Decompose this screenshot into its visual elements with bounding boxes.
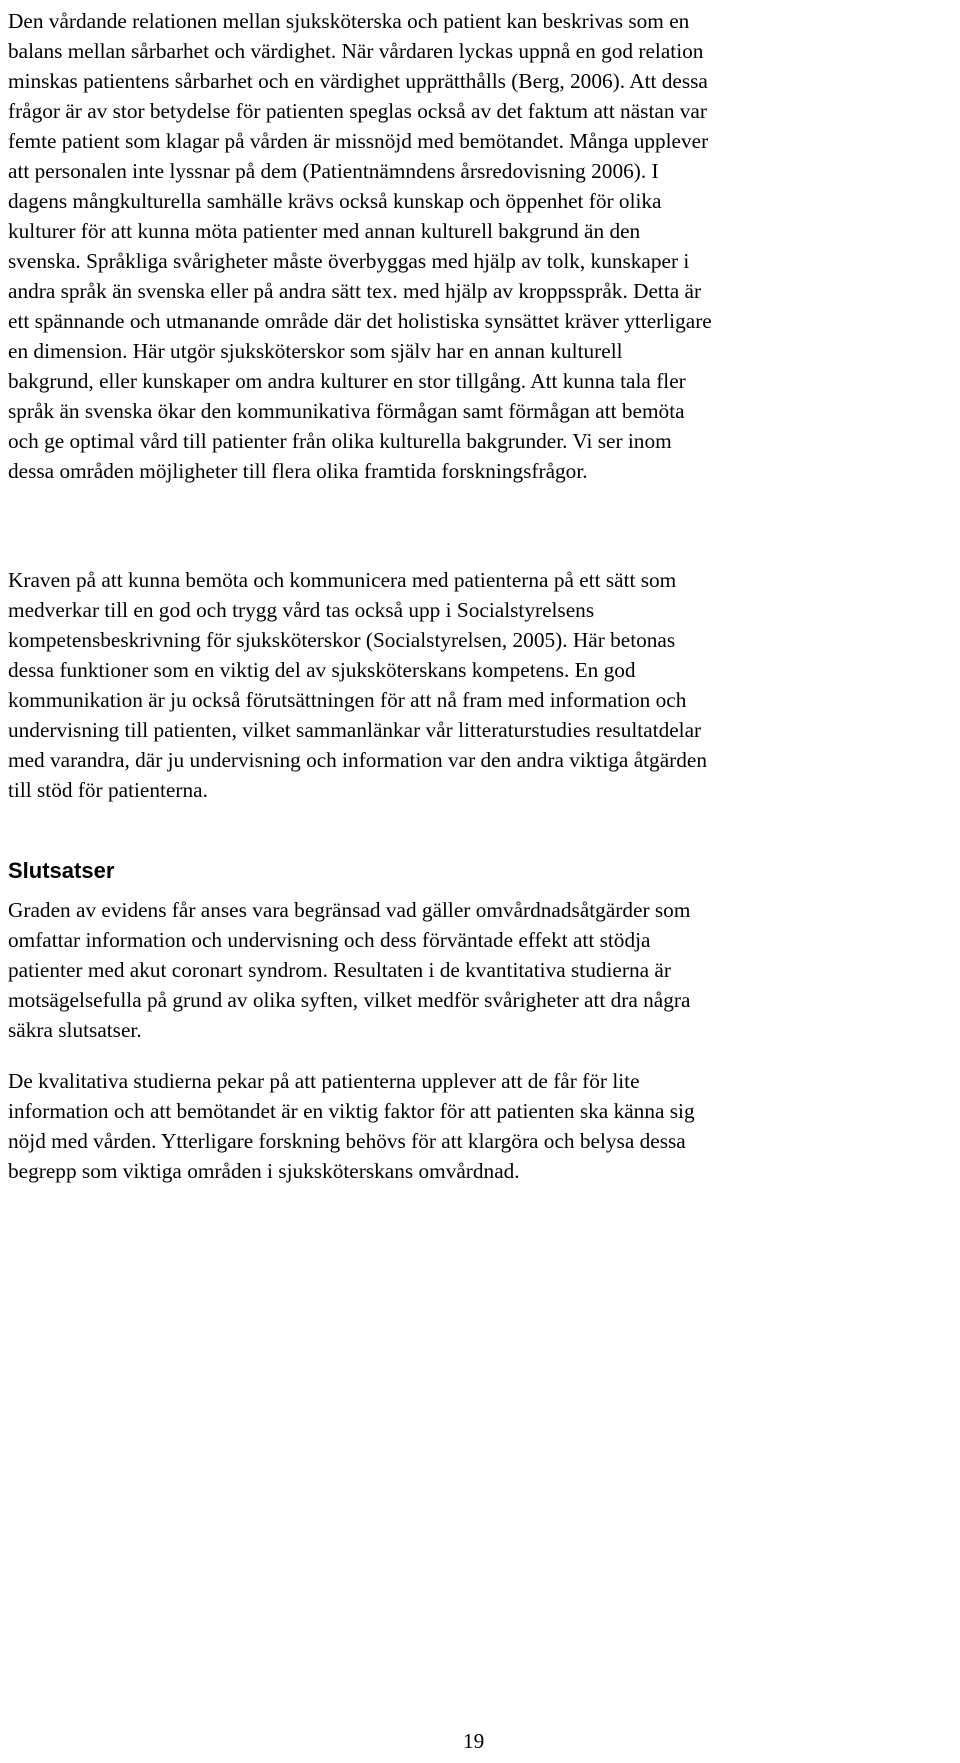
text-line: dessa områden möjligheter till flera olika framtida forskningsfrågor. bbox=[8, 459, 588, 483]
text-line: begrepp som viktiga områden i sjuksköterskans omvårdnad. bbox=[8, 1159, 520, 1183]
text-line: patienter med akut coronart syndrom. Resultaten i de kvantitativa studierna är bbox=[8, 958, 671, 982]
text-line: svenska. Språkliga svårigheter måste överbyggas med hjälp av tolk, kunskaper i bbox=[8, 249, 690, 273]
text-line: andra språk än svenska eller på andra sätt tex. med hjälp av kroppsspråk. Detta är bbox=[8, 279, 702, 303]
text-line: till stöd för patienterna. bbox=[8, 778, 208, 802]
body-paragraph-1 bbox=[8, 6, 712, 486]
text-line: bakgrund, eller kunskaper om andra kulturer en stor tillgång. Att kunna tala fler bbox=[8, 369, 686, 393]
text-line: femte patient som klagar på vården är missnöjd med bemötandet. Många upplever bbox=[8, 129, 709, 153]
text-line: dessa funktioner som en viktig del av sjuksköterskans kompetens. En god bbox=[8, 658, 636, 682]
text-line: motsägelsefulla på grund av olika syften, vilket medför svårigheter att dra några bbox=[8, 988, 691, 1012]
text-line: balans mellan sårbarhet och värdighet. När vårdaren lyckas uppnå en god relation bbox=[8, 39, 704, 63]
text-line: frågor är av stor betydelse för patienten speglas också av det faktum att nästan var bbox=[8, 99, 707, 123]
text-line: att personalen inte lyssnar på dem (Patientnämndens årsredovisning 2006). I bbox=[8, 159, 659, 183]
conclusion-paragraph-2 bbox=[8, 1066, 695, 1186]
text-line: Den vårdande relationen mellan sjuksköterska och patient kan beskrivas som en bbox=[8, 9, 690, 33]
text-line: information och att bemötandet är en viktig faktor för att patienten ska känna sig bbox=[8, 1099, 695, 1123]
text-line: ett spännande och utmanande område där det holistiska synsättet kräver ytterligare bbox=[8, 309, 712, 333]
text-line: dagens mångkulturella samhälle krävs också kunskap och öppenhet för olika bbox=[8, 189, 662, 213]
text-line: Kraven på att kunna bemöta och kommunicera med patienterna på ett sätt som bbox=[8, 568, 677, 592]
text-line: medverkar till en god och trygg vård tas också upp i Socialstyrelsens bbox=[8, 598, 595, 622]
text-line: språk än svenska ökar den kommunikativa förmågan samt förmågan att bemöta bbox=[8, 399, 685, 423]
conclusion-paragraph-1 bbox=[8, 895, 690, 1045]
text-line: med varandra, där ju undervisning och information var den andra viktiga åtgärden bbox=[8, 748, 708, 772]
text-line: omfattar information och undervisning och dess förväntade effekt att stödja bbox=[8, 928, 651, 952]
section-heading: Slutsatser bbox=[8, 858, 115, 883]
text-line: en dimension. Här utgör sjuksköterskor som själv har en annan kulturell bbox=[8, 339, 623, 363]
page-number: 19 bbox=[463, 1729, 485, 1753]
text-line: Graden av evidens får anses vara begränsad vad gäller omvårdnadsåtgärder som bbox=[8, 898, 691, 922]
text-line: kulturer för att kunna möta patienter med annan kulturell bakgrund än den bbox=[8, 219, 641, 243]
text-line: De kvalitativa studierna pekar på att patienterna upplever att de får för lite bbox=[8, 1069, 640, 1093]
text-line: minskas patientens sårbarhet och en värdighet upprätthålls (Berg, 2006). Att dessa bbox=[8, 69, 708, 93]
text-line: och ge optimal vård till patienter från olika kulturella bakgrunder. Vi ser inom bbox=[8, 429, 672, 453]
text-line: kompetensbeskrivning för sjuksköterskor (Socialstyrelsen, 2005). Här betonas bbox=[8, 628, 676, 652]
text-line: nöjd med vården. Ytterligare forskning behövs för att klargöra och belysa dessa bbox=[8, 1129, 686, 1153]
text-line: säkra slutsatser. bbox=[8, 1018, 142, 1042]
body-paragraph-2 bbox=[8, 565, 707, 805]
text-line: kommunikation är ju också förutsättningen för att nå fram med information och bbox=[8, 688, 687, 712]
text-line: undervisning till patienten, vilket sammanlänkar vår litteraturstudies resultatdelar bbox=[8, 718, 702, 742]
